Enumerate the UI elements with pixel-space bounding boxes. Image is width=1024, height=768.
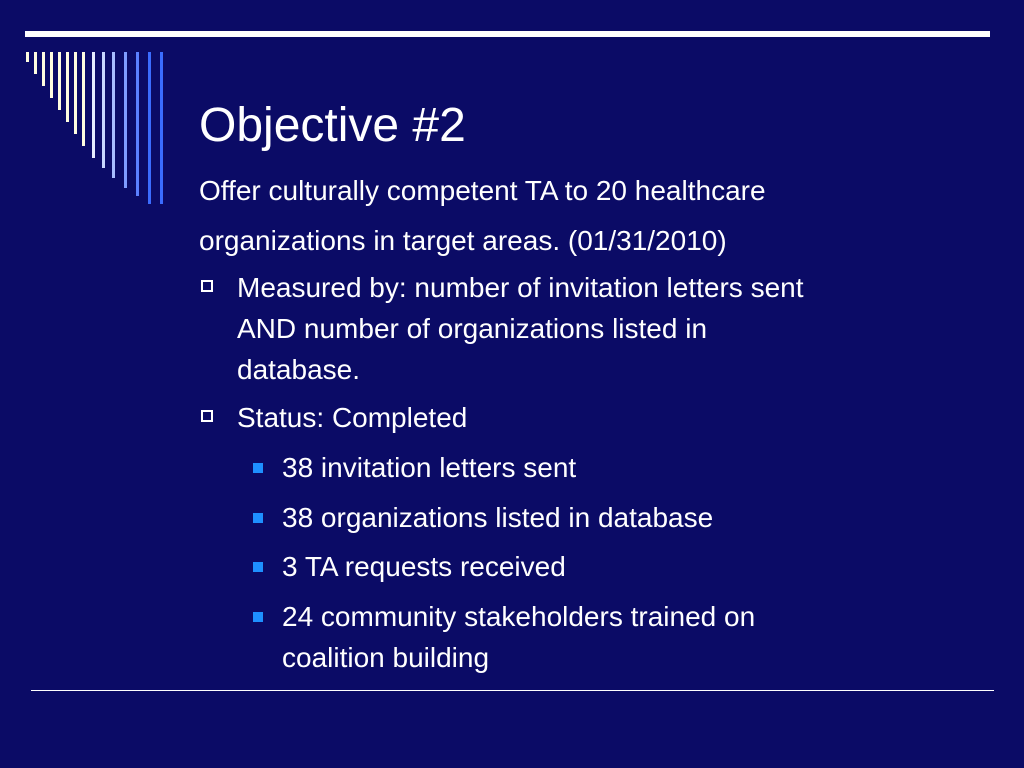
stripe [74,52,77,134]
filled-square-bullet-icon [253,612,263,622]
stripe [160,52,163,204]
bullet-text: Status: Completed [237,402,468,433]
bullet-text: Measured by: number of invitation letters sent AND number of organizations listed in database. [237,272,804,385]
stripe [148,52,151,204]
hollow-square-bullet-icon [201,280,213,292]
stripe [66,52,69,122]
slide-title: Objective #2 [199,99,466,152]
bullet-measured-by [237,267,977,390]
sub-bullet-text: 24 community stakeholders trained on coalition building [282,601,756,673]
filled-square-bullet-icon [253,513,263,523]
sub-bullet-invitation-letters [282,447,982,488]
stripe [124,52,127,188]
bottom-rule [31,690,994,691]
sub-bullet-stakeholders [282,596,982,678]
stripe [58,52,61,110]
stripe [26,52,29,62]
objective-line: Offer culturally competent TA to 20 healthcare [199,175,766,206]
filled-square-bullet-icon [253,562,263,572]
stripe [136,52,139,196]
stripe [102,52,105,168]
objective-description [199,166,959,266]
stripe [112,52,115,178]
sub-bullet-text: 38 organizations listed in database [282,502,714,533]
filled-square-bullet-icon [253,463,263,473]
sub-bullet-organizations [282,497,982,538]
hollow-square-bullet-icon [201,410,213,422]
sub-bullet-ta-requests [282,546,982,587]
sub-bullet-text: 38 invitation letters sent [282,452,577,483]
stripe [50,52,53,98]
stripe [34,52,37,74]
bullet-status [237,397,977,438]
sub-bullet-text: 3 TA requests received [282,551,566,582]
stripe [42,52,45,86]
objective-line: organizations in target areas. (01/31/2010) [199,225,727,256]
stripe [82,52,85,146]
stripe [92,52,95,158]
decorative-stripes [0,0,180,220]
